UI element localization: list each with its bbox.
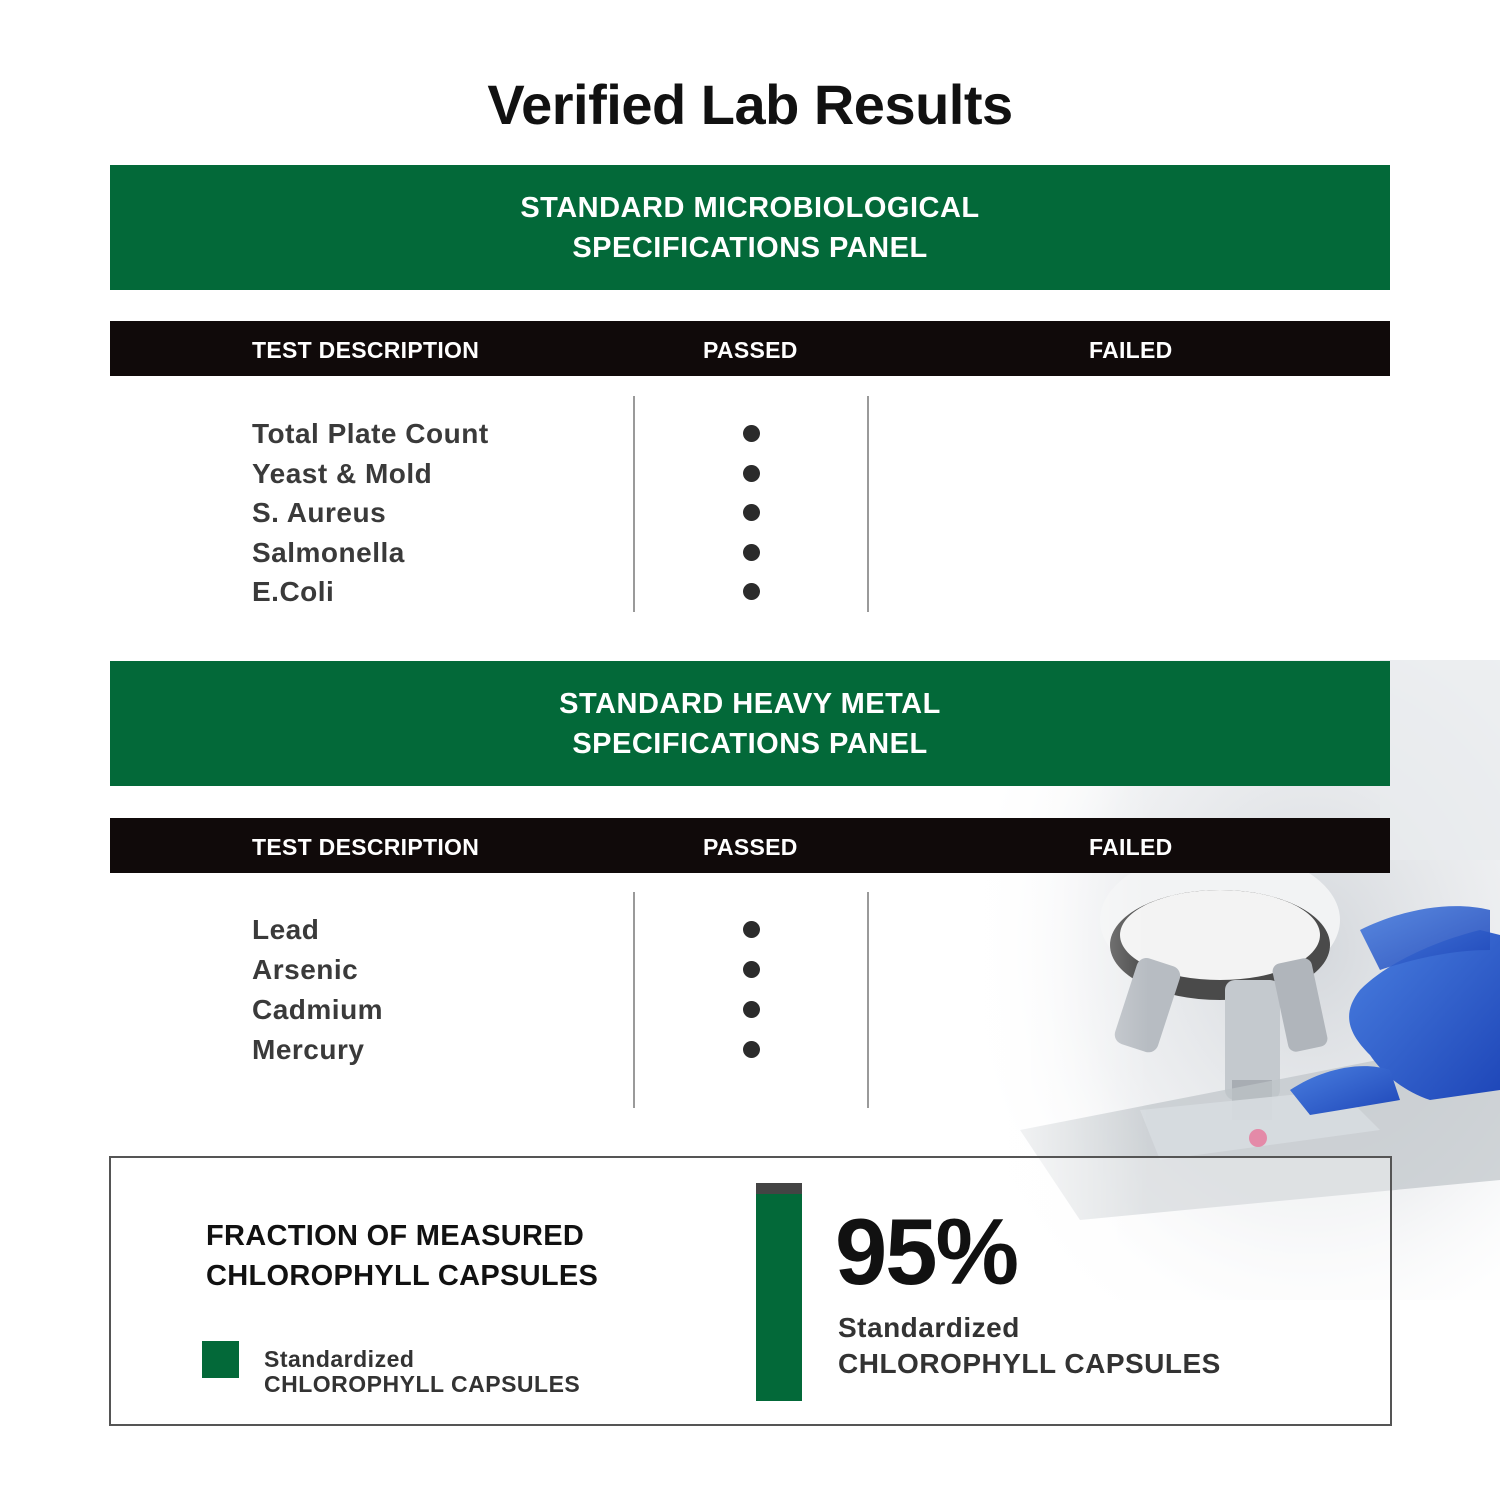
legend-line2: CHLOROPHYLL CAPSULES	[264, 1371, 581, 1397]
passed-dot-icon	[743, 961, 760, 978]
summary-title-line1: FRACTION OF MEASURED	[206, 1220, 585, 1252]
metal-banner-line2: SPECIFICATIONS PANEL	[572, 727, 928, 760]
percent-value: 95%	[835, 1199, 1018, 1304]
test-label: Mercury	[252, 1034, 365, 1065]
page-title: Verified Lab Results	[487, 73, 1013, 136]
test-label: Cadmium	[252, 994, 384, 1025]
passed-dot-icon	[743, 583, 760, 600]
summary-title-line2: CHLOROPHYLL CAPSULES	[206, 1260, 599, 1292]
metal-banner-line1: STANDARD HEAVY METAL	[559, 687, 941, 720]
header-test-description: TEST DESCRIPTION	[252, 337, 480, 363]
test-label: Total Plate Count	[252, 418, 489, 449]
table-row	[0, 990, 1500, 1030]
passed-dot-icon	[743, 1001, 760, 1018]
passed-dot-icon	[743, 921, 760, 938]
table-row	[0, 493, 1500, 533]
table-row	[0, 454, 1500, 494]
passed-dot-icon	[743, 504, 760, 521]
table-row	[0, 533, 1500, 573]
micro-panel-banner	[110, 165, 1390, 290]
test-label: Salmonella	[252, 537, 405, 568]
summary-title	[206, 1216, 598, 1296]
table-row	[0, 414, 1500, 454]
fraction-bar	[756, 1183, 802, 1401]
passed-dot-icon	[743, 1041, 760, 1058]
legend-swatch	[202, 1341, 239, 1378]
test-label: S. Aureus	[252, 497, 387, 528]
metal-panel-banner	[110, 661, 1390, 786]
table-row	[0, 1030, 1500, 1070]
header-failed: FAILED	[1089, 337, 1173, 363]
legend-label	[264, 1347, 580, 1397]
passed-dot-icon	[743, 425, 760, 442]
percent-caption-line1: Standardized	[838, 1312, 1020, 1343]
micro-table-header	[110, 321, 1390, 376]
percent-caption-line2: CHLOROPHYLL CAPSULES	[838, 1348, 1221, 1379]
legend-line1: Standardized	[264, 1346, 415, 1372]
micro-banner-line1: STANDARD MICROBIOLOGICAL	[520, 191, 980, 224]
test-label: E.Coli	[252, 576, 335, 607]
header-passed: PASSED	[703, 337, 798, 363]
table-row	[0, 572, 1500, 612]
micro-banner-line2: SPECIFICATIONS PANEL	[572, 231, 928, 264]
percent-caption	[838, 1310, 1221, 1382]
test-label: Arsenic	[252, 954, 359, 985]
header-passed: PASSED	[703, 834, 798, 860]
test-label: Yeast & Mold	[252, 458, 433, 489]
header-failed: FAILED	[1089, 834, 1173, 860]
table-row	[0, 910, 1500, 950]
metal-table-header	[110, 818, 1390, 873]
fraction-bar-fill	[756, 1194, 802, 1401]
test-label: Lead	[252, 914, 320, 945]
passed-dot-icon	[743, 465, 760, 482]
passed-dot-icon	[743, 544, 760, 561]
table-row	[0, 950, 1500, 990]
header-test-description: TEST DESCRIPTION	[252, 834, 480, 860]
chlorophyll-summary-box	[109, 1156, 1392, 1426]
